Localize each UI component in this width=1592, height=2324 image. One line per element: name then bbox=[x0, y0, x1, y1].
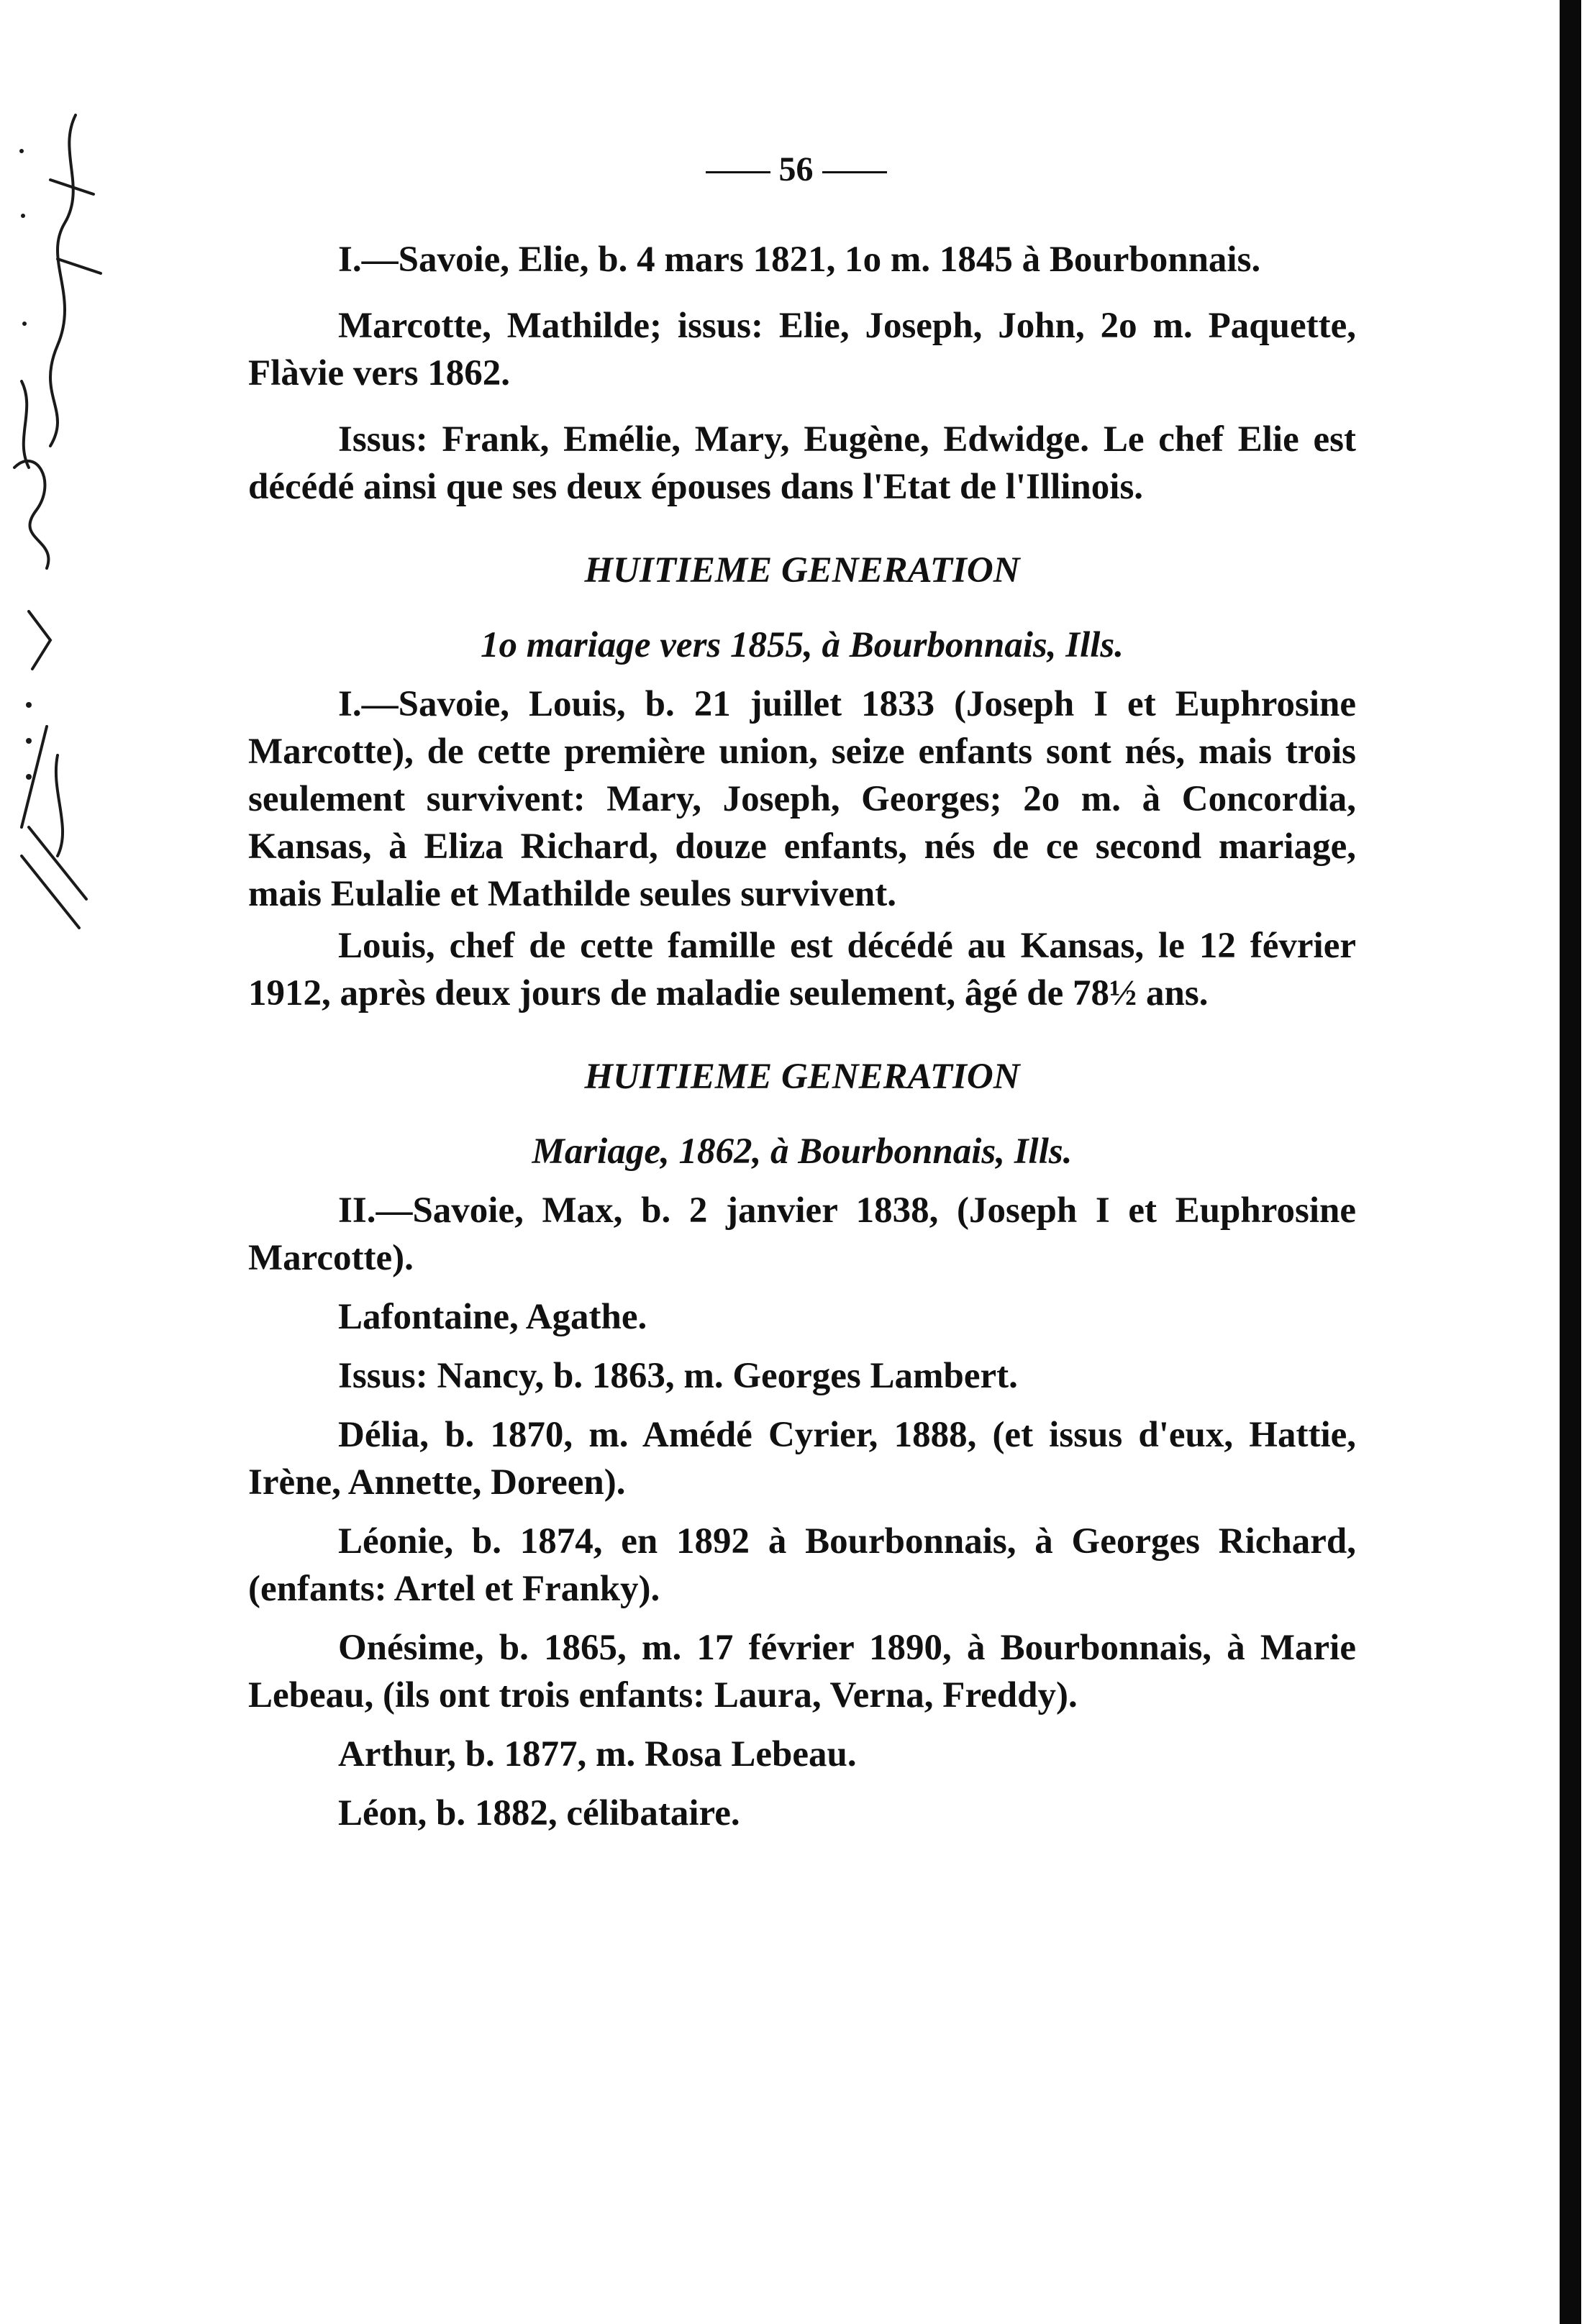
paragraph: Lafontaine, Agathe. bbox=[338, 1297, 647, 1337]
page-number-line bbox=[0, 150, 1592, 189]
handwriting-stroke bbox=[29, 611, 50, 669]
dash-right bbox=[822, 171, 887, 173]
paragraph: I.—Savoie, Elie, b. 4 mars 1821, 1o m. 1845 à Bourbonnais. bbox=[338, 240, 1261, 280]
paragraph: Léon, b. 1882, célibataire. bbox=[338, 1793, 740, 1833]
paragraph: Issus: Nancy, b. 1863, m. Georges Lambert. bbox=[338, 1356, 1018, 1396]
paragraph: Délia, b. 1870, m. Amédé Cyrier, 1888, (et issus d'eux, Hattie, Irène, Annette, Doreen). bbox=[248, 1415, 1356, 1503]
paragraph: II.—Savoie, Max, b. 2 janvier 1838, (Joseph I et Euphrosine Marcotte). bbox=[248, 1190, 1356, 1278]
handwriting-stroke bbox=[22, 381, 29, 468]
section-subheading: Mariage, 1862, à Bourbonnais, Ills. bbox=[532, 1131, 1073, 1172]
paragraph: Léonie, b. 1874, en 1892 à Bourbonnais, à Georges Richard, (enfants: Artel et Franky). bbox=[248, 1521, 1356, 1609]
handwriting-stroke bbox=[50, 180, 101, 273]
text-body bbox=[248, 236, 1356, 1837]
section-heading: HUITIEME GENERATION bbox=[584, 1057, 1020, 1097]
paragraph: Louis, chef de cette famille est décédé au Kansas, le 12 février 1912, après deux jours de maladie seulement, âgé de 78½ ans. bbox=[248, 926, 1356, 1013]
dash-left bbox=[706, 171, 770, 173]
handwritten-margin-note bbox=[7, 108, 122, 935]
scan-edge-bar bbox=[1560, 0, 1581, 2324]
paragraph: I.—Savoie, Louis, b. 21 juillet 1833 (Joseph I et Euphrosine Marcotte), de cette première union, seize enfants sont nés, mais trois seulement survivent: Mary, Joseph, Georges; 2o m. à Concordia, Kansas, à Eliza Richard, douze enfants, nés de ce second mariage, mais Eulalie et Mathilde seules survivent. bbox=[248, 684, 1356, 914]
paragraph: Onésime, b. 1865, m. 17 février 1890, à Bourbonnais, à Marie Lebeau, (ils ont trois enfants: Laura, Verna, Freddy). bbox=[248, 1628, 1356, 1715]
page-number: 56 bbox=[778, 150, 814, 188]
paragraph: Marcotte, Mathilde; issus: Elie, Joseph, John, 2o m. Paquette, Flàvie vers 1862. bbox=[248, 306, 1356, 393]
paragraph: Issus: Frank, Emélie, Mary, Eugène, Edwidge. Le chef Elie est décédé ainsi que ses deux épouses dans l'Etat de l'Illinois. bbox=[248, 419, 1356, 507]
handwriting-stroke bbox=[14, 461, 48, 568]
paragraph: Arthur, b. 1877, m. Rosa Lebeau. bbox=[338, 1734, 857, 1774]
section-subheading: 1o mariage vers 1855, à Bourbonnais, Ills. bbox=[480, 625, 1124, 665]
handwriting-stroke bbox=[22, 827, 86, 928]
section-heading: HUITIEME GENERATION bbox=[584, 550, 1020, 591]
handwriting-stroke bbox=[22, 726, 63, 856]
